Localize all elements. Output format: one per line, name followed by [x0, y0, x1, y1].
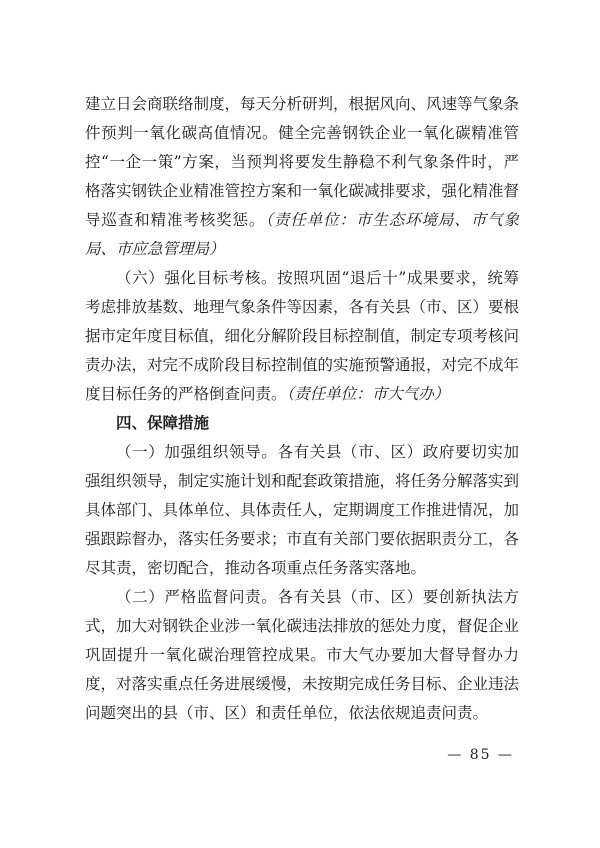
responsibility-unit: （责任单位：市生态环境局、市气象局、市应急管理局） [85, 211, 519, 258]
paragraph-lead: （二）严格监督问责。 [116, 588, 278, 606]
page-number: — 85 — [447, 747, 514, 763]
paragraph [85, 264, 519, 409]
paragraph [85, 583, 519, 728]
paragraph-text: 各有关县（市、区）政府要切实加强组织领导，制定实施计划和配套政策措施，将任务分解落实到具体部门、具体单位、具体责任人，定期调度工作推进情况，加强跟踪督办，落实任务要求；市直有关部门要依据职责分工，各尽其责，密切配合，推动各项重点任务落实落地。 [85, 443, 520, 577]
paragraph-text: 按照巩固“退后十”成果要求，统筹考虑排放基数、地理气象条件等因素，各有关县（市、区）要根据市定年度目标值，细化分解阶段目标控制值，制定专项考核问责办法，对完不成阶段目标控制值的实施预警通报，对完不成年度目标任务的严格倒查问责。 [85, 269, 520, 403]
paragraph-lead: （六）强化目标考核。 [116, 269, 278, 287]
paragraph [85, 438, 519, 583]
responsibility-unit: （责任单位：市大气办） [286, 385, 450, 403]
document-body [85, 90, 519, 728]
paragraph [85, 90, 519, 264]
paragraph-text: 各有关县（市、区）要创新执法方式，加大对钢铁企业涉一氧化碳违法排放的惩处力度，督促企业巩固提升一氧化碳治理管控成果。市大气办要加大督导督办力度，对落实重点任务进展缓慢，未按期完成任务目标、企业违法问题突出的县（市、区）和责任单位，依法依规追责问责。 [85, 588, 520, 722]
paragraph-lead: （一）加强组织领导。 [116, 443, 278, 461]
section-heading: 四、保障措施 [116, 414, 210, 432]
paragraph-text: 建立日会商联络制度，每天分析研判，根据风向、风速等气象条件预判一氧化碳高值情况。健全完善钢铁企业一氧化碳精准管控“一企一策”方案，当预判将要发生静稳不利气象条件时，严格落实钢铁企业精准管控方案和一氧化碳减排要求，强化精准督导巡查和精准考核奖惩。 [85, 95, 520, 229]
